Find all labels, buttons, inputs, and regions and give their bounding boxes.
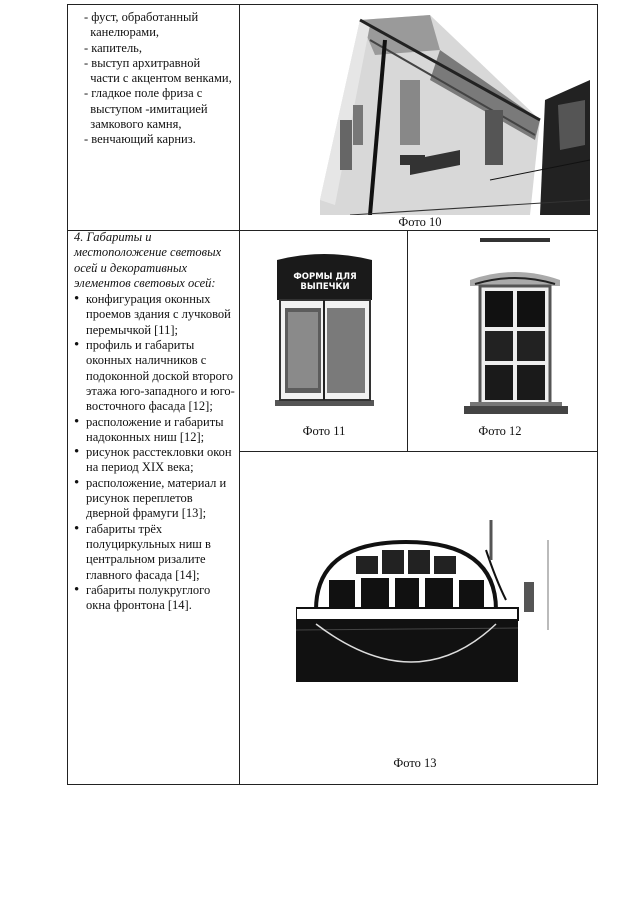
list-item: • габариты полукруглого окна фронтона [14]. <box>74 583 236 614</box>
list-item: канелюрами, <box>84 25 160 40</box>
list-item: • рисунок расстекловки окон на период XIX века; <box>74 445 236 476</box>
photo-10-building-corner <box>290 10 590 215</box>
photo-11-caption: Фото 11 <box>302 424 346 438</box>
section-title <box>74 230 236 291</box>
table-border-top <box>67 4 598 5</box>
table-border-right <box>597 4 598 785</box>
list-item: выступом -имитацией <box>84 101 208 116</box>
photo-divider-vertical <box>407 230 408 451</box>
column-divider <box>239 4 240 785</box>
list-item: • расположение, материал и рисунок переплетов дверной фрамуги [13]; <box>74 476 236 522</box>
title-line: осей и декоративных <box>74 260 187 275</box>
row1-text-cell <box>84 10 238 148</box>
title-line: 4. Габариты и <box>74 230 152 244</box>
photo-10-caption: Фото 10 <box>398 215 442 229</box>
list-item: • габариты трёх полуциркульных ниш в центральном ризалите главного фасада [14]; <box>74 522 236 583</box>
list-item: - гладкое поле фриза с <box>84 86 203 101</box>
list-item: части с акцентом венками, <box>84 71 232 86</box>
photo-13-semicircular-window <box>296 520 568 682</box>
list-item: • профиль и габариты оконных наличников с подоконной доской второго этажа юго-западного и юго-восточного фасада [12]; <box>74 338 236 414</box>
list-item: • расположение и габариты надоконных ниш [12]; <box>74 415 236 446</box>
table-border-bottom <box>67 784 598 785</box>
list-item: замкового камня, <box>84 117 182 132</box>
title-line: местоположение световых <box>74 245 222 260</box>
photo-divider-horizontal <box>239 451 598 452</box>
list-item: - выступ архитравной <box>84 55 201 70</box>
list-item: - капитель, <box>84 40 143 55</box>
photo-12-caption: Фото 12 <box>478 424 522 438</box>
list-item: • конфигурация оконных проемов здания с лучковой перемычкой [11]; <box>74 292 236 338</box>
list-item: - венчающий карниз. <box>84 132 196 147</box>
photo-11-shop-window <box>272 250 377 412</box>
criteria-list <box>74 292 236 613</box>
photo-12-arched-window <box>460 236 570 418</box>
row2-text-cell <box>74 230 236 613</box>
element-list <box>84 10 238 148</box>
list-item: - фуст, обработанный <box>84 10 199 24</box>
table-border-left <box>67 4 68 785</box>
photo-13-caption: Фото 13 <box>393 756 437 770</box>
shop-sign-text: ФОРМЫ ДЛЯ ВЫПЕЧКИ <box>293 272 357 292</box>
title-line: элементов световых осей: <box>74 275 216 290</box>
